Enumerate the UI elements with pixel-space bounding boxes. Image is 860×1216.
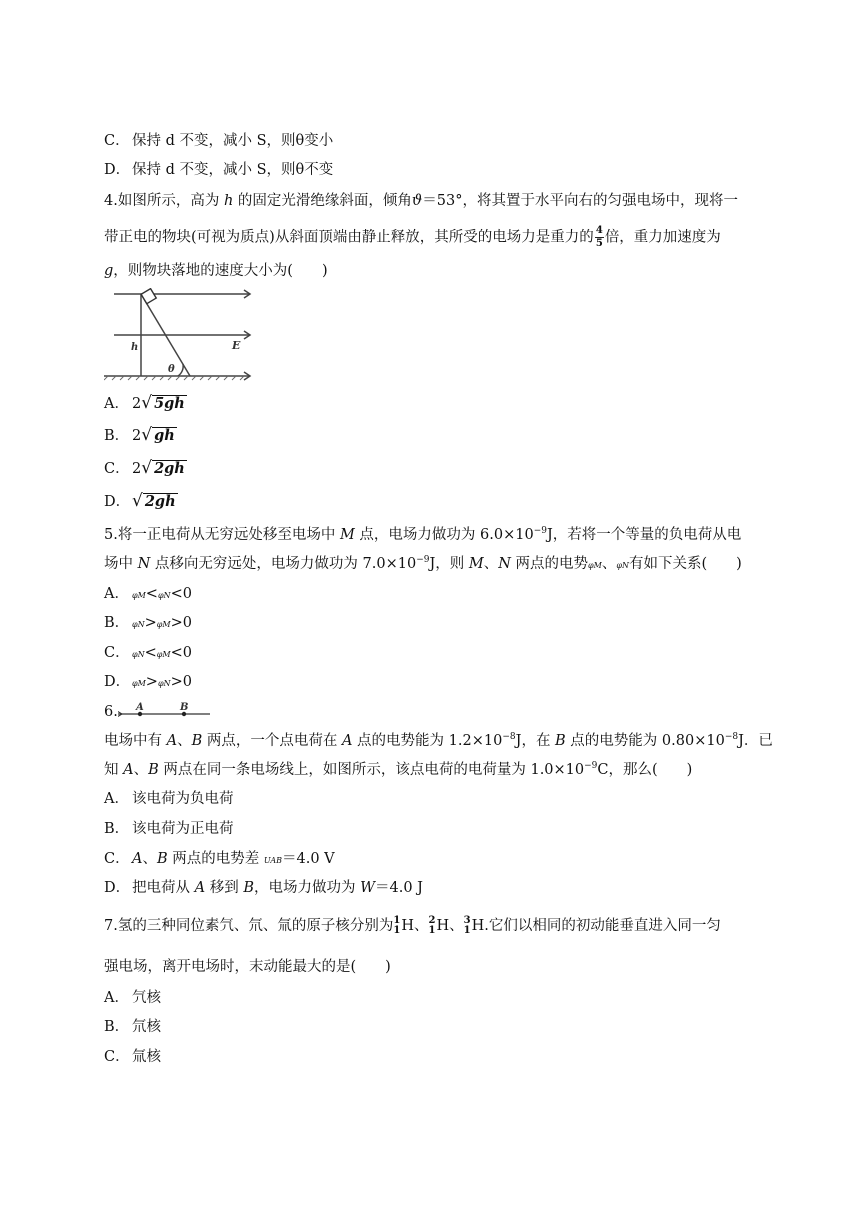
q5-option-b: B． φN>φM>0	[104, 615, 192, 631]
q7-option-a: A． 氕核	[104, 990, 161, 1006]
q4-option-b: B． 2 √ gh	[104, 425, 175, 445]
q4-option-c: C． 2 √ 2gh	[104, 458, 185, 478]
q7-option-c: C． 氚核	[104, 1049, 161, 1065]
sqrt-expression: √ 2gh	[132, 491, 176, 511]
q4-stem-line3: g，则物块落地的速度大小为( )	[104, 263, 328, 279]
sqrt-expression: √ gh	[141, 425, 175, 445]
q4-incline-figure	[104, 288, 254, 384]
q4-option-a: A． 2 √ 5gh	[104, 393, 185, 413]
q6-option-d: D． 把电荷从 A 移到 B，电场力做功为 W＝4.0 J	[104, 880, 423, 896]
fraction-4-5: $\frac{4}{5}$	[595, 225, 603, 249]
q6-number: 6.	[104, 704, 118, 720]
label-b: B	[180, 702, 189, 713]
q6-field-line-figure	[118, 700, 212, 720]
q7-stem-line2: 强电场，离开电场时，末动能最大的是( )	[104, 959, 391, 975]
q6-option-a: A． 该电荷为负电荷	[104, 791, 234, 807]
isotope-protium: 1 1	[393, 915, 401, 936]
q4-stem-line1: 4.如图所示，高为 h 的固定光滑绝缘斜面，倾角ϑ＝53°，将其置于水平向右的匀强电场中，现将一	[104, 193, 738, 209]
q3-option-d: D． 保持 d 不变，减小 S，则θ不变	[104, 162, 334, 178]
label-theta: θ	[168, 364, 175, 375]
label-a: A	[136, 702, 144, 713]
q5-stem-line1: 5.将一正电荷从无穷远处移至电场中 M 点，电场力做功为 $6.0\times 10^{-9}J$，若将一个等量的负电荷从电	[104, 526, 742, 543]
q3-option-c: C． 保持 d 不变，减小 S，则θ变小	[104, 133, 334, 149]
q7-option-b: B． 氘核	[104, 1019, 161, 1035]
q6-option-c: C． A、B 两点的电势差 UAB＝4.0 V	[104, 851, 335, 867]
q5-option-d: D． φM>φN>0	[104, 674, 192, 690]
isotope-tritium: 3 1	[463, 915, 471, 936]
q4-stem-line2: 带正电的物块(可视为质点)从斜面顶端由静止释放，其所受的电场力是重力的 $\frac{4}{5}$ 倍，重力加速度为	[104, 225, 721, 249]
q5-option-a: A． φM<φN<0	[104, 586, 192, 602]
q4-option-d: D． √ 2gh	[104, 491, 176, 511]
label-e: E	[232, 339, 241, 352]
q5-option-c: C． φN<φM<0	[104, 645, 192, 661]
q6-option-b: B． 该电荷为正电荷	[104, 821, 234, 837]
sqrt-expression: √ 2gh	[141, 458, 185, 478]
sqrt-expression: √ 5gh	[141, 393, 185, 413]
isotope-deuterium: 2 1	[428, 915, 436, 936]
q6-stem-line1: 电场中有 A、B 两点，一个点电荷在 A 点的电势能为 $1.2\times 10^{-8}J$，在 B 点的电势能为 $0.80\times 10^{-8}J$．已	[104, 732, 773, 749]
label-h: h	[131, 342, 139, 353]
q7-stem-line1: 7.氢的三种同位素氕、氘、氚的原子核分别为 1 1 H、 2 1 H、 3 1 H.它们以相同的初动能垂直进入同一匀	[104, 915, 721, 936]
q5-stem-line2: 场中 N 点移向无穷远处，电场力做功为 $7.0\times 10^{-9}J$，则 M、N 两点的电势φM、φN有如下关系( )	[104, 555, 742, 572]
q6-stem-line2: 知 A、B 两点在同一条电场线上，如图所示，该点电荷的电荷量为 $1.0\times 10^{-9}C$，那么( )	[104, 761, 693, 778]
block-on-slope	[141, 289, 156, 304]
